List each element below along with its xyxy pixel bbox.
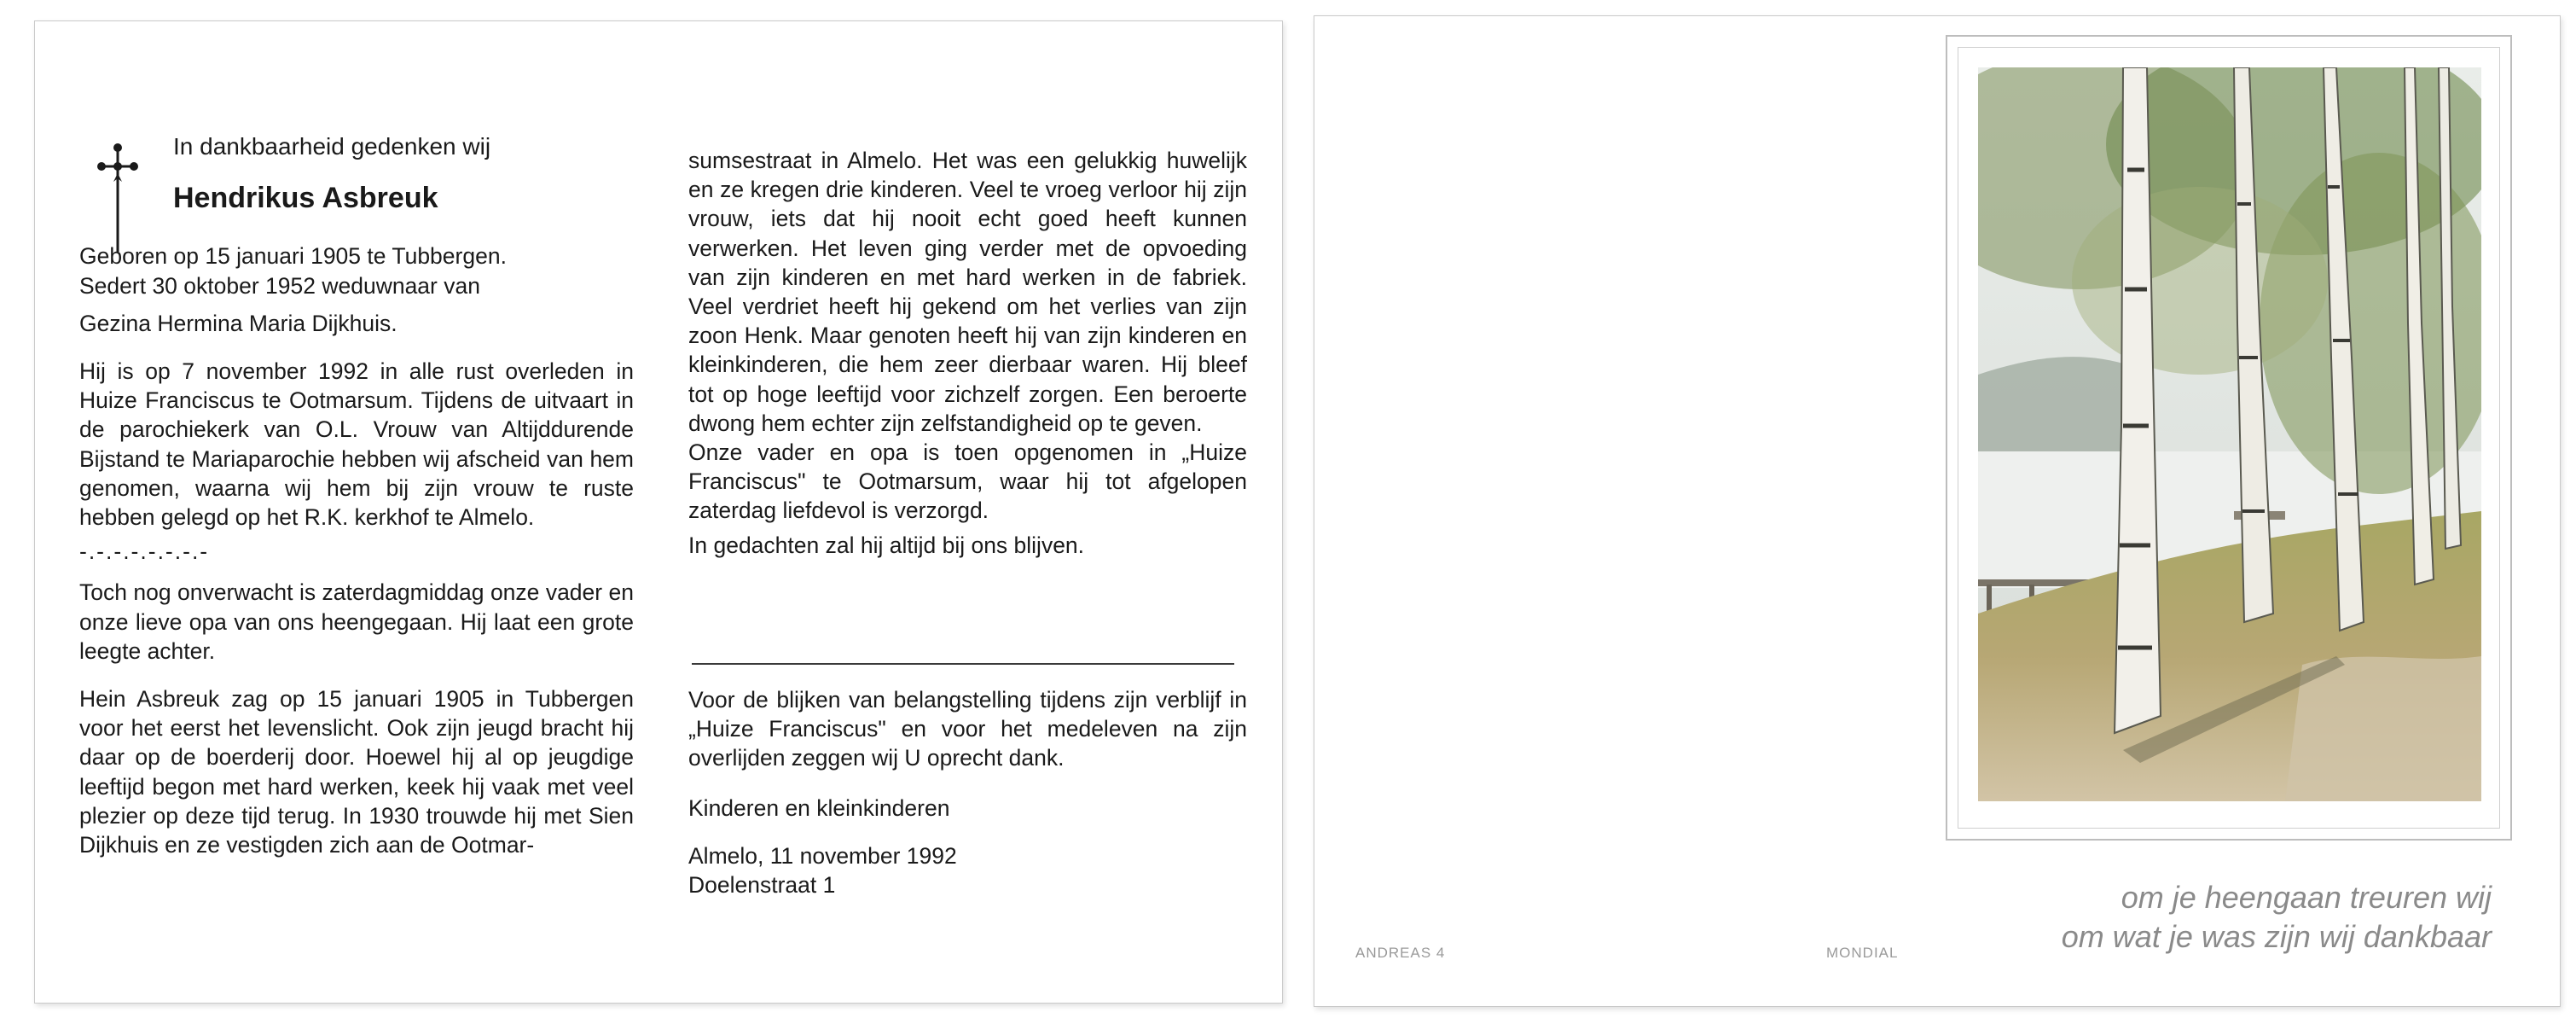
verse-line-2: om wat je was zijn wij dankbaar	[2061, 919, 2492, 954]
text-column-2	[688, 146, 1247, 560]
address: Doelenstraat 1	[688, 872, 836, 899]
thanks-paragraph: Voor de blijken van belangstelling tijdens zijn verblijf in „Huize Franciscus" en voor het medeleven na zijn overlijden zeggen wij U oprecht dank.	[688, 687, 1247, 771]
death-paragraph: Hij is op 7 november 1992 in alle rust overleden in Huize Franciscus te Ootmarsum. Tijdens de uitvaart in de parochiekerk van O.L. Vrouw van Altijddurende Bijstand te Mariaparochie hebben wij afscheid van hem genomen, waarna wij hem bij zijn vrouw te ruste hebben gelegd op het R.K. kerkhof te Almelo.	[79, 358, 634, 531]
memorial-verse	[1963, 878, 2492, 957]
birth-line: Geboren op 15 januari 1905 te Tubbergen.	[79, 243, 507, 270]
dotted-divider: -.-.-.-.-.-.-.-	[79, 538, 210, 565]
passing-paragraph: Toch nog onverwacht is zaterdagmiddag onze vader en onze lieve opa van ons heengegaan. Hij laat een grote leegte achter.	[79, 579, 634, 664]
birch-trees-photo	[1978, 67, 2481, 801]
remembrance-line: In gedachten zal hij altijd bij ons blijven.	[688, 532, 1085, 558]
place-date: Almelo, 11 november 1992	[688, 842, 957, 869]
deceased-name: Hendrikus Asbreuk	[173, 182, 438, 215]
imprint-left: ANDREAS 4	[1355, 945, 1446, 961]
care-paragraph: Onze vader en opa is toen opgenomen in „Huize Franciscus" te Ootmarsum, waar hij tot afgelopen zaterdag liefdevol is verzorgd.	[688, 439, 1247, 524]
signature: Kinderen en kleinkinderen	[688, 794, 950, 821]
spouse-name: Gezina Hermina Maria Dijkhuis.	[79, 310, 397, 336]
intro-line: In dankbaarheid gedenken wij	[173, 133, 491, 160]
widower-line: Sedert 30 oktober 1952 weduwnaar van	[79, 272, 480, 299]
biography-continued: sumsestraat in Almelo. Het was een gelukkig huwelijk en ze kregen drie kinderen. Veel te vroeg verloor hij zijn vrouw, iets dat hij nooit echt goed heeft kunnen verwerken. Het leven ging verder met de opvoeding van zijn kinderen en met hard werken in de fabriek. Veel verdriet heeft hij gekend om het verlies van zijn zoon Henk. Maar genoten heeft hij van zijn kinderen en kleinkinderen, die hem zeer dierbaar waren. Hij bleef tot op hoge leeftijd voor zichzelf zorgen. Een beroerte dwong hem echter zijn zelfstandigheid op te geven.	[688, 148, 1247, 436]
memorial-card-text-page	[34, 20, 1283, 1004]
verse-line-1: om je heengaan treuren wij	[2121, 880, 2492, 915]
memorial-card-photo-page	[1314, 15, 2561, 1007]
thanks-block	[688, 685, 1247, 899]
imprint-right: MONDIAL	[1826, 945, 1899, 961]
text-column-1	[79, 132, 634, 859]
biography-paragraph: Hein Asbreuk zag op 15 januari 1905 in Tubbergen voor het eerst het levenslicht. Ook zijn jeugd bracht hij daar op de boerderij door. Hoewel hij al op jeugdige leeftijd begon met hard werken, keek hij vaak met veel plezier op deze tijd terug. In 1930 trouwde hij met Sien Dijkhuis en ze vestigden zich aan de Ootmar-	[79, 686, 634, 858]
horizontal-divider	[692, 663, 1234, 665]
